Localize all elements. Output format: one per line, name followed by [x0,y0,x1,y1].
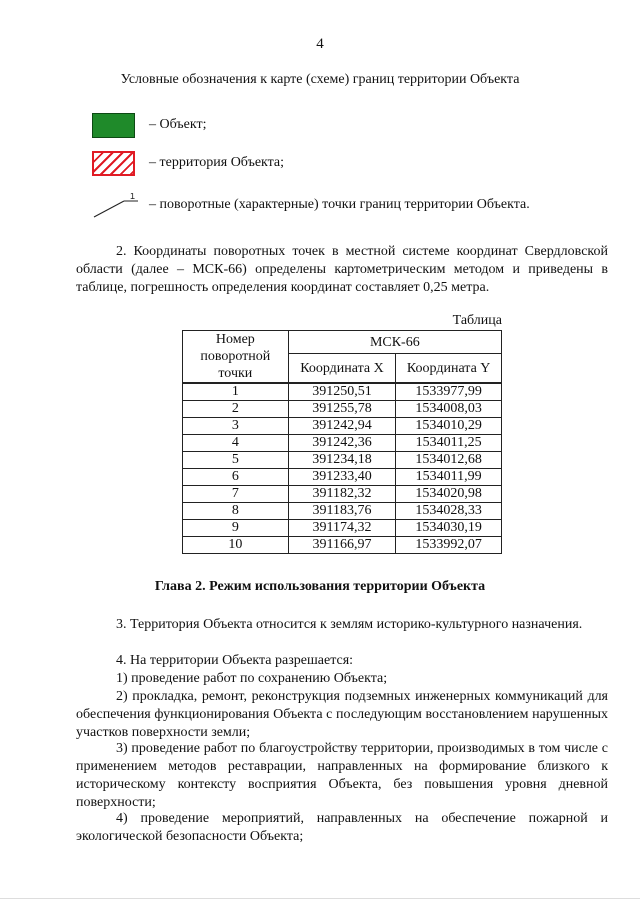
coordinate-y-cell: 1534010,29 [396,418,502,435]
coordinate-x-cell: 391183,76 [288,503,396,520]
table-row [183,452,502,469]
coordinate-y-cell: 1534012,68 [396,452,502,469]
point-number-cell: 1 [183,383,289,401]
paragraph-4: 4. На территории Объекта разрешается: [116,653,354,668]
legend-item-object [92,112,206,138]
paragraph-3: 3. Территория Объекта относится к землям историко-культурного назначения. [116,617,583,632]
legend-label: – поворотные (характерные) точки границ территории Объекта. [149,197,530,212]
page-edge [0,898,640,899]
coordinate-y-cell: 1534020,98 [396,486,502,503]
coordinate-y-cell: 1534030,19 [396,520,502,537]
item-4: 4) проведение мероприятий, направленных на обеспечение пожарной и экологической безопасности Объекта; [76,811,608,844]
coordinate-x-cell: 391166,97 [288,537,396,554]
turning-point-number: 1 [130,192,136,201]
item-2: 2) прокладка, ремонт, реконструкция подземных инженерных коммуникаций для обеспечения функционирования Объекта с последующим восстановлением нарушенных участков поверхности земли; [76,689,608,740]
header-y: Координата Y [396,354,502,384]
point-number-cell: 5 [183,452,289,469]
point-number-cell: 2 [183,401,289,418]
point-number-cell: 8 [183,503,289,520]
legend-label: – территория Объекта; [149,155,285,170]
paragraph-2: 2. Координаты поворотных точек в местной системе координат Свердловской области (далее – МСК-66) определены картометрическим методом и приведены в таблице, погрешность определения координат составляет 0,25 метра. [76,244,608,295]
turning-point-marker-icon [92,193,135,218]
point-number-cell: 7 [183,486,289,503]
table-row [183,520,502,537]
territory-hatch-swatch [92,151,135,176]
coordinate-x-cell: 391255,78 [288,401,396,418]
legend-label: – Объект; [149,117,207,132]
coordinate-x-cell: 391233,40 [288,469,396,486]
table-row [183,537,502,554]
table-row [183,486,502,503]
table-row [183,435,502,452]
legend-title: Условные обозначения к карте (схеме) границ территории Объекта [120,72,520,87]
coordinate-x-cell: 391242,94 [288,418,396,435]
coordinates-table [182,330,502,554]
chapter-title: Глава 2. Режим использования территории Объекта [154,579,486,594]
coordinate-x-cell: 391250,51 [288,383,396,401]
point-number-cell: 10 [183,537,289,554]
coordinate-y-cell: 1534008,03 [396,401,502,418]
coordinate-y-cell: 1533977,99 [396,383,502,401]
legend-item-turning-point [92,192,530,218]
coordinate-y-cell: 1534028,33 [396,503,502,520]
point-number-cell: 9 [183,520,289,537]
item-1: 1) проведение работ по сохранению Объекта; [116,671,388,686]
table-row [183,503,502,520]
header-coordinate-system: МСК-66 [288,331,501,354]
table-row [183,383,502,401]
coordinate-x-cell: 391182,32 [288,486,396,503]
table-row [183,401,502,418]
object-fill-swatch [92,113,135,138]
legend-item-territory [92,150,284,176]
header-point-number: Номер поворотной точки [183,331,289,384]
point-number-cell: 6 [183,469,289,486]
coordinate-y-cell: 1534011,99 [396,469,502,486]
page-number: 4 [316,36,324,52]
point-number-cell: 3 [183,418,289,435]
item-3: 3) проведение работ по благоустройству территории, производимых в том числе с применением методов реставрации, направленных на формирование близкого к историческому контексту восприятия Объекта, без повышения уровня дневной поверхности; [76,741,608,810]
coordinate-x-cell: 391234,18 [288,452,396,469]
coordinate-x-cell: 391242,36 [288,435,396,452]
coordinate-x-cell: 391174,32 [288,520,396,537]
coordinate-y-cell: 1534011,25 [396,435,502,452]
coordinate-y-cell: 1533992,07 [396,537,502,554]
point-number-cell: 4 [183,435,289,452]
table-caption: Таблица [452,313,502,328]
table-row [183,418,502,435]
header-x: Координата X [288,354,396,384]
table-row [183,469,502,486]
